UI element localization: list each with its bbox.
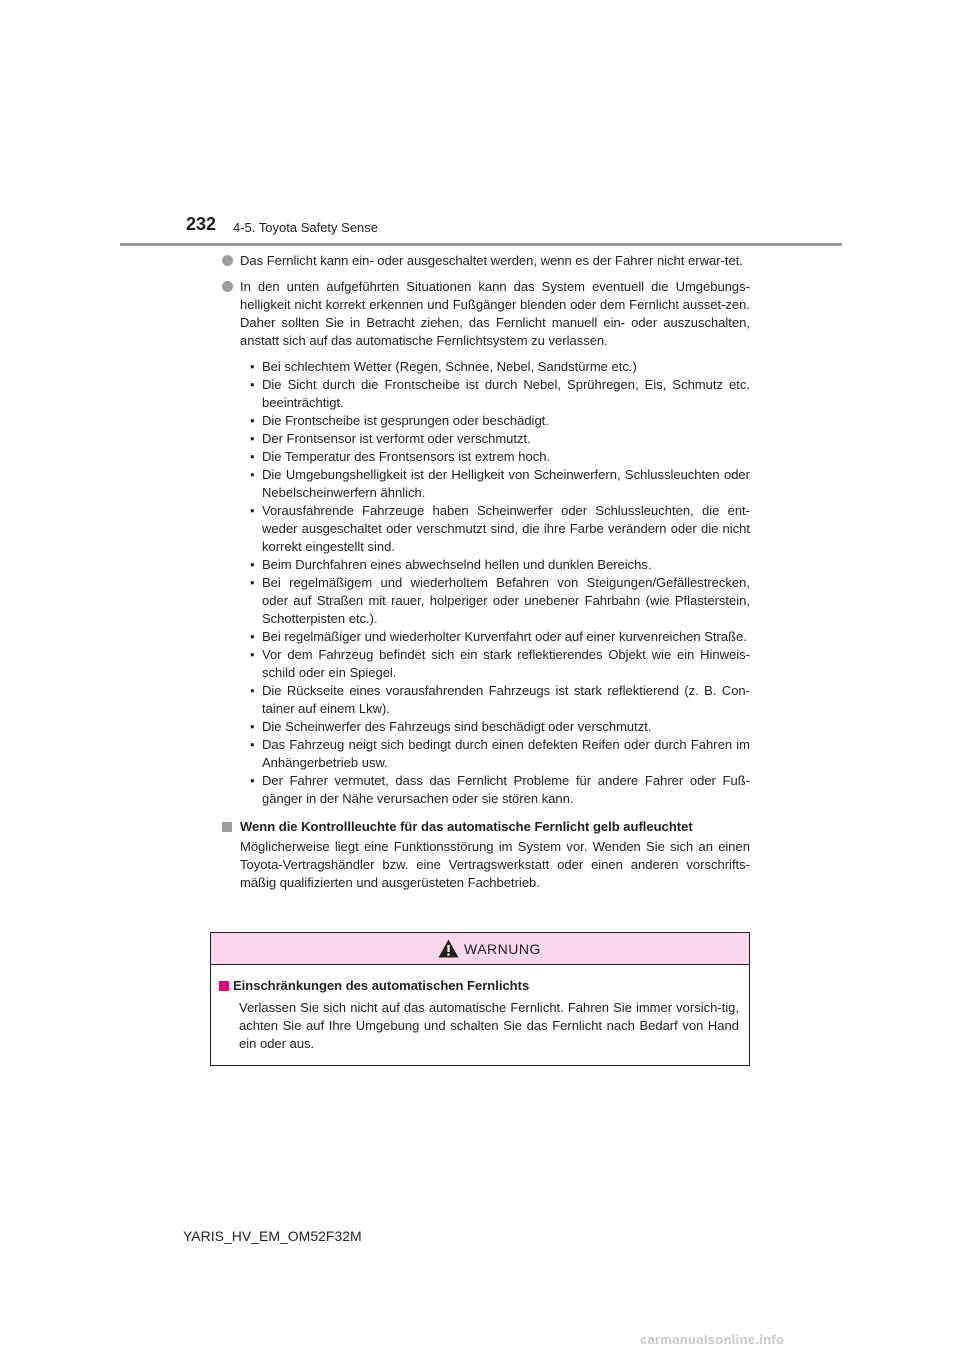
page-number: 232 [186, 214, 217, 234]
list-item: • Beim Durchfahren eines abwechselnd hellen und dunklen Bereichs. [250, 556, 750, 574]
list-item: • Die Umgebungshelligkeit ist der Helligkeit von Scheinwerfern, Schlussleuchten oder Nebelscheinwerfern ähnlich. [250, 466, 750, 502]
list-item: • Das Fahrzeug neigt sich bedingt durch einen defekten Reifen oder durch Fahren im Anhängerbetrieb usw. [250, 736, 750, 772]
warning-text: Verlassen Sie sich nicht auf das automatische Fernlicht. Fahren Sie immer vorsich-tig, achten Sie auf Ihre Umgebung und schalten Sie das Fernlicht nach Bedarf von Hand ein oder aus. [239, 1000, 739, 1051]
bullet-paragraph [222, 252, 750, 270]
list-item: • Bei regelmäßigem und wiederholtem Befahren von Steigungen/Gefällestrecken, oder auf Straßen mit rauer, holperiger oder unebener Fahrbahn (wie Pflasterstein, Schotterpisten etc.). [250, 574, 750, 628]
section-title: 4-5. Toyota Safety Sense [233, 220, 379, 235]
list-item: • Vor dem Fahrzeug befindet sich ein stark reflektierendes Objekt wie ein Hinweis-schild oder ein Spiegel. [250, 646, 750, 682]
warning-heading-text: Einschränkungen des automatischen Fernlichts [233, 978, 530, 993]
list-item: • Die Rückseite eines vorausfahrenden Fahrzeugs ist stark reflektierend (z. B. Con-tainer auf einem Lkw). [250, 682, 750, 718]
indicator-text: Möglicherweise liegt eine Funktionsstörung im System vor. Wenden Sie sich an einen Toyota-Vertragshändler bzw. eine Vertragswerkstatt oder einen anderen vorschrifts-mäßig qualifizierten und ausgerüsteten Fachbetrieb. [240, 839, 750, 890]
indicator-heading [222, 818, 750, 836]
bullet-text: Das Fernlicht kann ein- oder ausgeschaltet werden, wenn es der Fahrer nicht erwar-tet. [240, 253, 743, 268]
list-item: • Bei regelmäßiger und wiederholter Kurvenfahrt oder auf einer kurvenreichen Straße. [250, 628, 750, 646]
list-item: • Die Scheinwerfer des Fahrzeugs sind beschädigt oder verschmutzt. [250, 718, 750, 736]
circle-bullet-icon [222, 255, 233, 266]
list-item: • Bei schlechtem Wetter (Regen, Schnee, Nebel, Sandstürme etc.) [250, 358, 750, 376]
bullet-paragraph [222, 278, 750, 350]
warning-triangle-icon [438, 939, 459, 958]
list-item: • Die Sicht durch die Frontscheibe ist durch Nebel, Sprühregen, Eis, Schmutz etc. beeinträchtigt. [250, 376, 750, 412]
list-item: • Die Frontscheibe ist gesprungen oder beschädigt. [250, 412, 750, 430]
circle-bullet-icon [222, 281, 233, 292]
square-bullet-icon [219, 981, 229, 991]
situation-list [222, 358, 750, 808]
list-item: • Vorausfahrende Fahrzeuge haben Scheinwerfer oder Schlussleuchten, die ent-weder ausgeschaltet oder verschmutzt sind, die ihre Farbe verändern oder die nicht korrekt eingestellt sind. [250, 502, 750, 556]
list-item: • Der Frontsensor ist verformt oder verschmutzt. [250, 430, 750, 448]
bullet-text: In den unten aufgeführten Situationen kann das System eventuell die Umgebungs-helligkeit nicht korrekt erkennen und Fußgänger blenden oder dem Fernlicht ausset-zen. Daher sollten Sie in Betracht ziehen, das Fernlicht manuell ein- oder auszuschalten, anstatt sich auf das automatische Fernlichtsystem zu verlassen. [240, 279, 750, 348]
document-code: YARIS_HV_EM_OM52F32M [183, 1228, 362, 1244]
warning-body [211, 965, 749, 1053]
warning-title: WARNUNG [464, 941, 541, 957]
indicator-heading-text: Wenn die Kontrollleuchte für das automatische Fernlicht gelb aufleuchtet [240, 819, 693, 834]
header-divider [120, 243, 842, 246]
warning-box [210, 932, 750, 1066]
page-header [0, 0, 960, 250]
list-item: • Der Fahrer vermutet, dass das Fernlicht Probleme für andere Fahrer oder Fuß-gänger in der Nähe verursachen oder sie stören kann. [250, 772, 750, 808]
square-bullet-icon [222, 822, 232, 832]
warning-heading [219, 977, 739, 995]
warning-header [211, 933, 749, 965]
list-item: • Die Temperatur des Frontsensors ist extrem hoch. [250, 448, 750, 466]
watermark-text: carmanualsonline.info [640, 1332, 785, 1347]
main-content [222, 252, 750, 892]
